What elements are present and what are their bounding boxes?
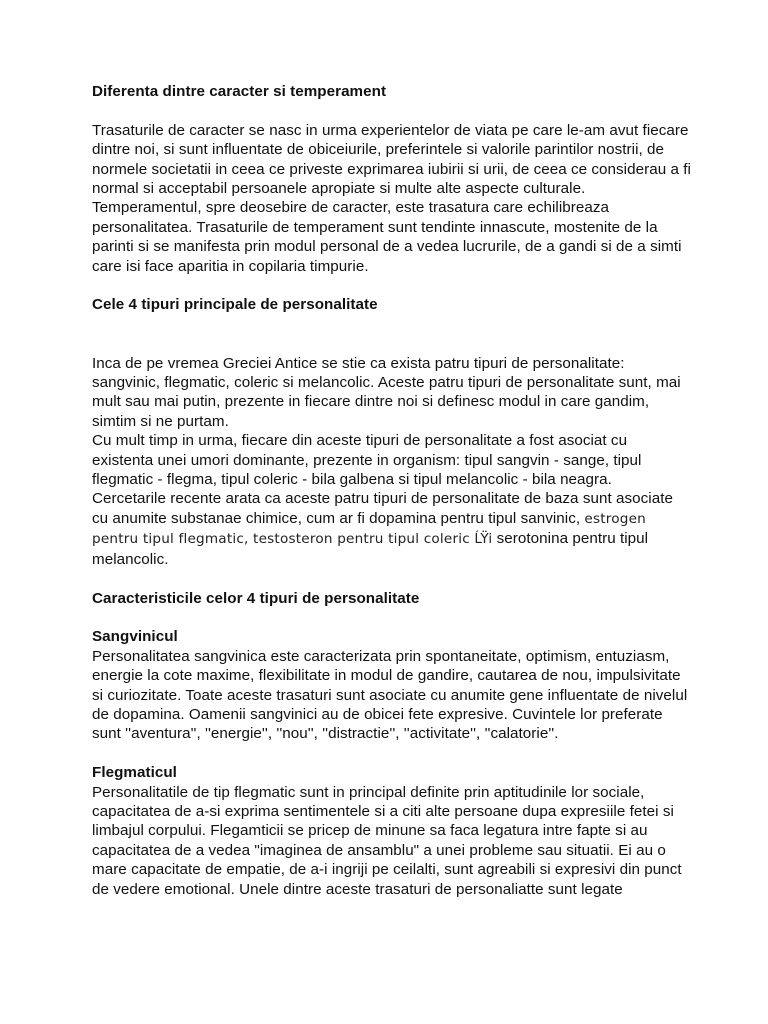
document-page [92, 82, 692, 899]
section-heading-four-types: Cele 4 tipuri principale de personalitate [92, 296, 378, 314]
section-heading-character-temperament: Diferenta dintre caracter si temperament [92, 83, 387, 100]
paragraph-chemicals-part-b: estrogen pentru tipul flegmatic, testosteron pentru tipul coleric ĹŸi [92, 510, 646, 548]
paragraph-chemicals [92, 489, 692, 569]
paragraph-ancient-greece: Inca de pe vremea Greciei Antice se stie ca exista patru tipuri de personalitate: sangvinic, flegmatic, coleric si melancolic. Aceste patru tipuri de personalitate sunt, mai mult sau mai putin, prezente in fiecare dintre noi si definesc modul in care gandim, simtim si ne purtam. [92, 354, 681, 430]
subheading-sangvinicul: Sangvinicul [92, 628, 178, 646]
subheading-flegmaticul: Flegmaticul [92, 764, 177, 782]
paragraph-temperament: Temperamentul, spre deosebire de caracter, este trasatura care echilibreaza personalitatea. Trasaturile de temperament sunt tendinte innascute, mostenite de la parinti si se manifesta prin modul personal de a vedea lucrurile, de a gandi si de a simti care isi face aparitia in copilaria timpurie. [92, 199, 682, 275]
paragraph-chemicals-part-a: Cercetarile recente arata ca aceste patru tipuri de personalitate de baza sunt asociate cu anumite substanae chimice, cum ar fi dopamina pentru tipul sanvinic, [92, 490, 673, 527]
paragraph-sangvinicul: Personalitatea sangvinica este caracterizata prin spontaneitate, optimism, entuziasm, energie la cote maxime, flexibilitate in modul de gandire, cautarea de nou, impulsivitate si curiozitate. Toate aceste trasaturi sunt asociate cu anumite gene influentate de nivelul de dopamina. Oamenii sangvinici au de obicei fete expresive. Cuvintele lor preferate sunt ''aventura'', ''energie'', ''nou'', ''distractie'', ''activitate'', ''calatorie''. [92, 647, 688, 743]
section-heading-characteristics: Caracteristicile celor 4 tipuri de personalitate [92, 589, 420, 607]
paragraph-humors: Cu mult timp in urma, fiecare din aceste tipuri de personalitate a fost asociat cu existenta unei umori dominante, prezente in organism: tipul sangvin - sange, tipul flegmatic - flegma, tipul coleric - bila galbena si tipul melancolic - bila neagra. [92, 432, 642, 489]
paragraph-character: Trasaturile de caracter se nasc in urma experientelor de viata pe care le-am avut fiecare dintre noi, si sunt influentate de obiceiurile, preferintele si valorile parintilor nostrii, de normele societatii in ceea ce priveste exprimarea iubirii si urii, de ceea ce considerau a fi normal si acceptabil persoanele apropiate si multe alte aspecte culturale. [92, 121, 691, 198]
paragraph-chemicals-part-c: serotonina pentru tipul melancolic. [92, 530, 649, 568]
paragraph-flegmaticul: Personalitatile de tip flegmatic sunt in principal definite prin aptitudinile lor sociale, capacitatea de a-si exprima sentimentele si a citi alte persoane dupa expresiile fetei si limbajul corpului. Flegamticii se pricep de minune sa faca legatura intre fapte si au capacitatea de a vedea "imaginea de ansamblu" a unei probleme sau situatii. Ei au o mare capacitate de empatie, de a-i ingriji pe ceilalti, sunt agreabili si expresivi din punct de vedere emotional. Unele dintre aceste trasaturi de personaliatte sunt legate [92, 783, 682, 898]
